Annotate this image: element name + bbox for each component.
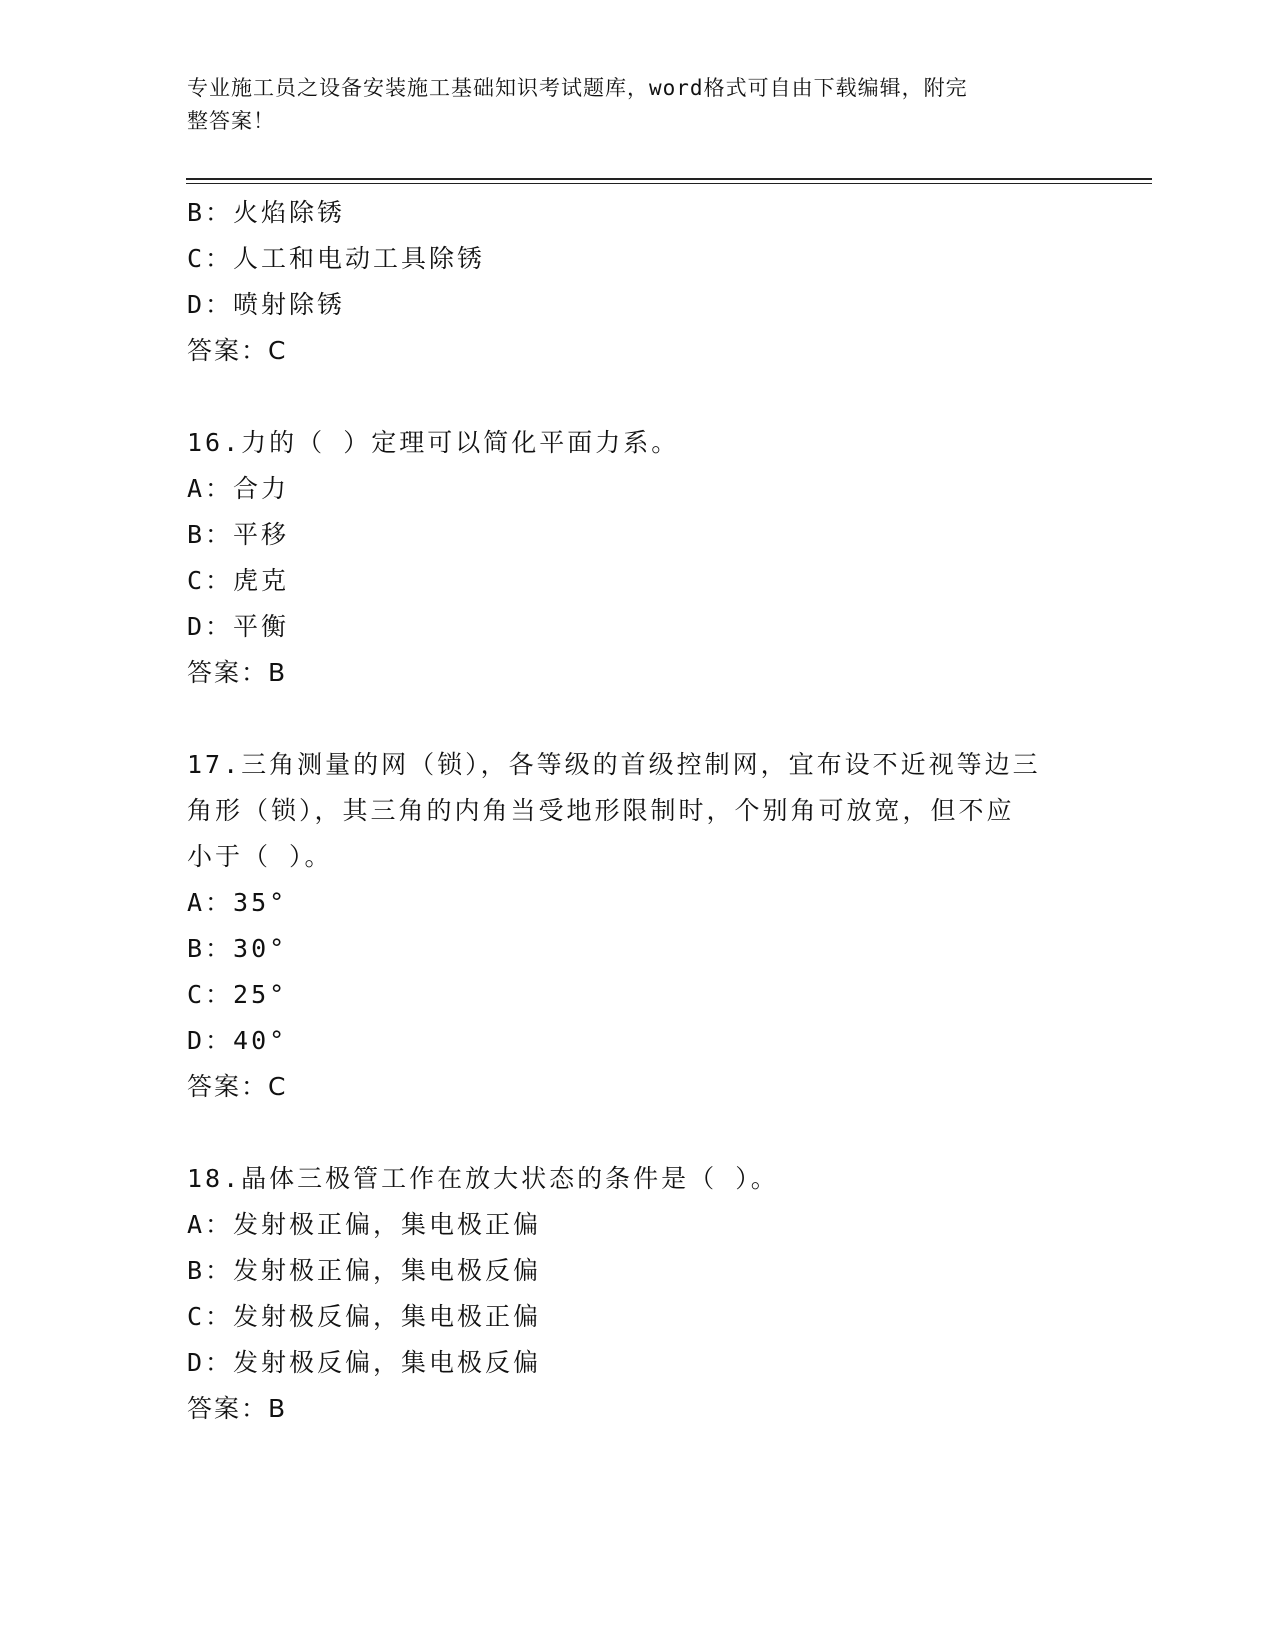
option-d: D：喷射除锈 <box>187 290 346 319</box>
option-d: D：40° <box>187 1026 288 1055</box>
question-stem-line-3: 小于（ ）。 <box>187 842 333 871</box>
header-line-2: 整答案！ <box>187 109 275 133</box>
question-stem-line-2: 角形（锁），其三角的内角当受地形限制时，个别角可放宽，但不应 <box>187 796 1015 825</box>
answer: 答案：C <box>187 1072 288 1101</box>
header-line-1: 专业施工员之设备安装施工基础知识考试题库，word格式可自由下载编辑，附完 <box>187 76 968 100</box>
spacer <box>187 374 1087 420</box>
spacer <box>187 696 1087 742</box>
document-header <box>187 72 1067 138</box>
answer: 答案：B <box>187 658 288 687</box>
header-divider-thick <box>186 178 1152 180</box>
question-block-16 <box>187 420 1087 696</box>
option-b: B：30° <box>187 934 288 963</box>
option-b: B：发射极正偏，集电极反偏 <box>187 1256 542 1285</box>
question-stem: 16.力的（ ）定理可以简化平面力系。 <box>187 428 680 457</box>
option-c: C：人工和电动工具除锈 <box>187 244 486 273</box>
option-a: A：35° <box>187 888 288 917</box>
question-list <box>187 190 1087 1432</box>
option-a: A：合力 <box>187 474 290 503</box>
spacer <box>187 1110 1087 1156</box>
answer: 答案：C <box>187 336 288 365</box>
option-d: D：发射极反偏，集电极反偏 <box>187 1348 542 1377</box>
option-c: C：发射极反偏，集电极正偏 <box>187 1302 542 1331</box>
header-divider-thin <box>186 183 1152 184</box>
option-c: C：25° <box>187 980 288 1009</box>
question-stem: 18.晶体三极管工作在放大状态的条件是（ ）。 <box>187 1164 779 1193</box>
option-c: C：虎克 <box>187 566 290 595</box>
option-b: B：火焰除锈 <box>187 198 346 227</box>
question-block-17 <box>187 742 1087 1110</box>
option-d: D：平衡 <box>187 612 290 641</box>
answer: 答案：B <box>187 1394 288 1423</box>
question-stem-line-1: 17.三角测量的网（锁），各等级的首级控制网，宜布设不近视等边三 <box>187 750 1041 779</box>
question-block-15-continuation <box>187 190 1087 374</box>
option-a: A：发射极正偏，集电极正偏 <box>187 1210 542 1239</box>
option-b: B：平移 <box>187 520 290 549</box>
question-block-18 <box>187 1156 1087 1432</box>
